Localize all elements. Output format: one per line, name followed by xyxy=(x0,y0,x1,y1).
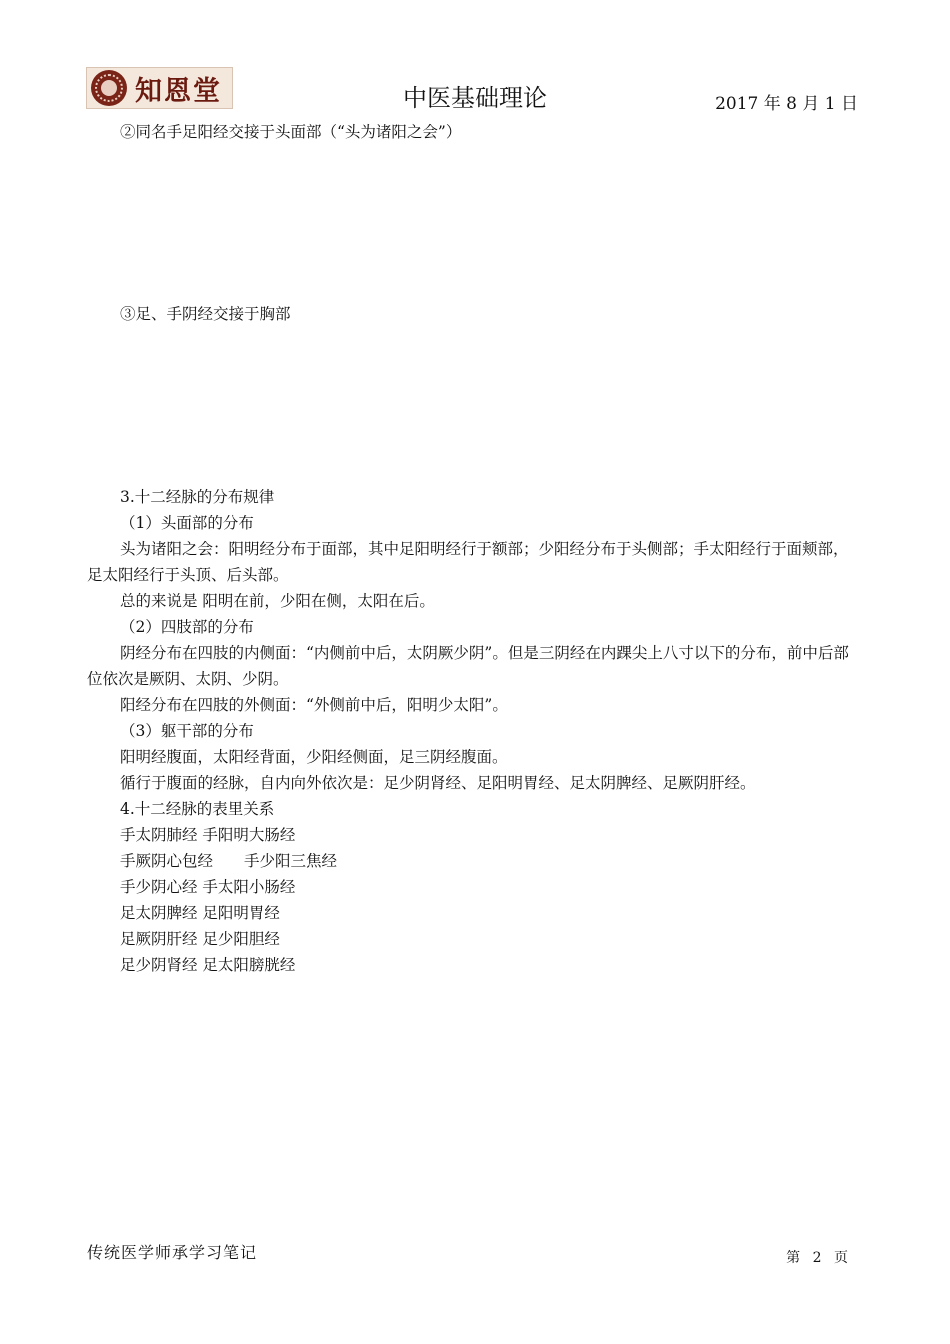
paragraph: 阴经分布在四肢的内侧面：“内侧前中后，太阴厥少阴”。但是三阴经在内踝尖上八寸以下的分布，前中后部位依次是厥阴、太阴、少阴。 xyxy=(87,644,849,688)
meridian-pair: 足少阴肾经 足太阳膀胱经 xyxy=(120,956,296,974)
section-heading: 3.十二经脉的分布规律 xyxy=(120,488,275,506)
meridian-pair: 手太阴肺经 手阳明大肠经 xyxy=(120,826,296,844)
page-suffix: 页 xyxy=(834,1250,848,1266)
section-junction-head xyxy=(87,119,862,145)
page-number-value: 2 xyxy=(812,1250,822,1266)
paragraph: 阳明经腹面，太阳经背面，少阳经侧面，足三阴经腹面。 xyxy=(120,748,508,766)
paragraph: ③足、手阴经交接于胸部 xyxy=(120,305,291,323)
meridian-pair: 足厥阴肝经 足少阳胆经 xyxy=(120,930,280,948)
subsection-heading: （3）躯干部的分布 xyxy=(120,722,254,740)
paragraph: 阳经分布在四肢的外侧面：“外侧前中后，阳明少太阳”。 xyxy=(120,696,508,714)
paragraph: 总的来说是 阳明在前，少阳在侧，太阳在后。 xyxy=(120,592,435,610)
section-heading: 4.十二经脉的表里关系 xyxy=(120,800,275,818)
paragraph: 循行于腹面的经脉，自内向外依次是：足少阴肾经、足阳明胃经、足太阴脾经、足厥阴肝经。 xyxy=(120,774,756,792)
meridian-pair: 足太阴脾经 足阳明胃经 xyxy=(120,904,280,922)
section-junction-chest xyxy=(87,301,862,327)
document-date: 2017 年 8 月 1 日 xyxy=(715,94,858,114)
main-body xyxy=(87,484,862,978)
logo-text: 知恩堂 xyxy=(135,75,222,107)
page-prefix: 第 xyxy=(786,1250,801,1266)
meridian-pair: 手少阴心经 手太阳小肠经 xyxy=(120,878,296,896)
paragraph: ②同名手足阳经交接于头面部（“头为诸阳之会”） xyxy=(120,123,462,141)
document-title: 中医基础理论 xyxy=(403,84,547,112)
footer-title: 传统医学师承学习笔记 xyxy=(87,1243,258,1262)
paragraph: 头为诸阳之会：阳明经分布于面部，其中足阳明经行于额部；少阳经分布于头侧部；手太阳经行于面颊部，足太阳经行于头顶、后头部。 xyxy=(87,540,849,584)
meridian-pair: 手厥阴心包经 手少阳三焦经 xyxy=(120,852,338,870)
page-number xyxy=(782,1247,852,1267)
subsection-heading: （2）四肢部的分布 xyxy=(120,618,254,636)
subsection-heading: （1）头面部的分布 xyxy=(120,514,254,532)
